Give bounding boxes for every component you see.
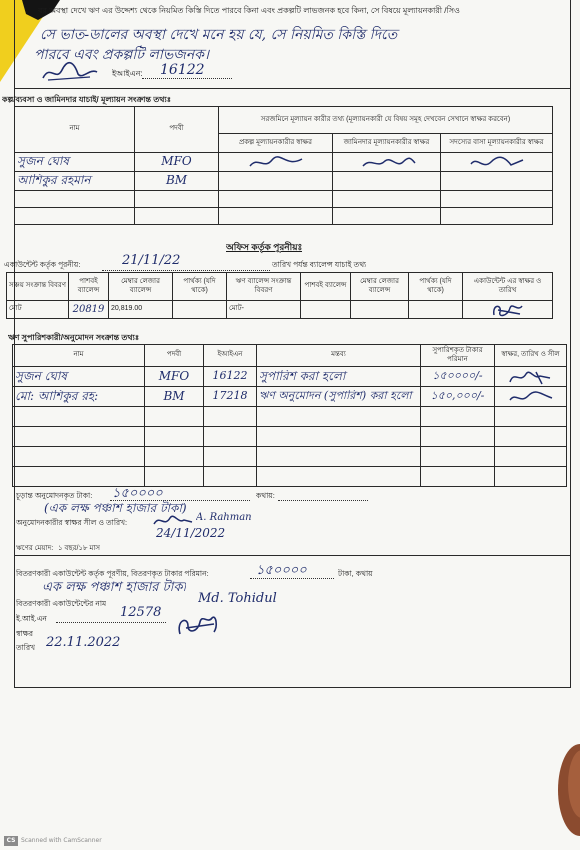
- finger-shadow: [550, 740, 580, 840]
- approver-date: 24/11/2022: [156, 526, 226, 540]
- recommender-signature: [506, 368, 556, 386]
- col-project-signature: প্রকল্প মূল্যায়নকারীর স্বাক্ষর: [219, 134, 333, 153]
- balance-date-suffix: তারিখ পর্যন্ত ব্যালেন্স যাচাই তথ্য: [272, 260, 367, 269]
- camscanner-logo: CS: [4, 836, 18, 846]
- in-words-dotted-line: [278, 500, 368, 501]
- guarantor-assessor-signature: [357, 154, 417, 171]
- balance-date: 21/11/22: [122, 253, 181, 268]
- disbursed-amount-in-words: এক লক্ষ পঞ্চাশ হাজার টাকা: [42, 580, 187, 595]
- table-row: [13, 407, 567, 427]
- assessor-designation: BM: [165, 174, 188, 188]
- intro-printed-text: বর অবস্থা দেখে ঋণ এর উদ্দেশ্য থেকে নিয়মিত কিস্তি দিতে পারবে কিনা এবং প্রকল্পটি লাভজনক হবে কিনা, সে বিষয়ে মূল্যায়নকারী /সিও: [38, 6, 460, 15]
- col-recommended-amount: সুপারিশকৃত টাকার পরিমান: [421, 345, 495, 367]
- table-row: [15, 172, 553, 191]
- recommender-ein: 17218: [212, 390, 248, 403]
- accountant-ein: 12578: [120, 605, 162, 620]
- assessor-designation: MFO: [161, 155, 192, 169]
- home-assessor-signature: [467, 154, 527, 171]
- savings-total-label: মোট: [7, 301, 69, 319]
- col-field-assessment: সরজমিনে মূল্যায়ন কারীর তথ্য (মূল্যায়নকারী যে বিষয় সমূহ দেখবেন সেখানে স্বাক্ষর করবেন): [219, 107, 553, 134]
- col-comment: মন্তব্য: [257, 345, 421, 367]
- col-savings-desc: সঞ্চয় সংক্রান্ত বিবরণ: [7, 273, 69, 301]
- col-name: নাম: [15, 107, 135, 153]
- col-home-signature: সদস্যের বাসা মূল্যায়নকারীর স্বাক্ষর: [441, 134, 553, 153]
- camscanner-watermark: Scanned with CamScanner: [21, 837, 102, 844]
- recommender-designation: MFO: [158, 369, 190, 383]
- approver-table-signature: [506, 388, 556, 406]
- approver-name: A. Rahman: [196, 512, 252, 523]
- final-approved-label: চূড়ান্ত অনুমোদনকৃত টাকা:: [16, 491, 93, 500]
- recommender-name: সুজন ঘোষ: [15, 369, 68, 383]
- ein-label: ইআইএন:: [112, 69, 143, 78]
- recommender-ein: 16122: [212, 370, 248, 383]
- recommendation-table: [12, 344, 567, 487]
- ein-value: 16122: [160, 62, 205, 78]
- disbursement-date-label: তারিখ: [16, 643, 35, 652]
- recommender-comment: ঋণ অনুমোদন (সুপারিশ) করা হলো: [259, 390, 412, 403]
- table-row: [13, 427, 567, 447]
- col-loan-passbook: পাশবই ব্যালেন্স: [301, 273, 351, 301]
- table-row: [13, 387, 567, 407]
- loan-tenure-label: ঋণের মেয়াদ:: [16, 545, 54, 552]
- disbursement-date: 22.11.2022: [46, 635, 121, 650]
- in-words-label: কথায়:: [256, 491, 275, 500]
- assessment-table: [14, 106, 553, 225]
- disbursing-accountant-signature: [174, 612, 222, 640]
- accountant-ein-label: ই.আই.এন: [16, 614, 47, 623]
- recommended-amount: ১৫০০০০/-: [432, 370, 483, 383]
- assessor-comment-line2: পারবে এবং প্রকল্পটি লাভজনক।: [34, 47, 209, 63]
- accountant-ein-dotted-line: [56, 622, 166, 623]
- col-name: নাম: [13, 345, 145, 367]
- ein-dotted-line: [142, 78, 232, 79]
- col-guarantor-signature: জামিনদার মূল্যায়নকারীর স্বাক্ষর: [333, 134, 441, 153]
- accountant-signature-label: স্বাক্ষর: [16, 629, 33, 638]
- project-assessor-signature: [246, 154, 306, 171]
- final-amount-in-words: (এক লক্ষ পঞ্চাশ হাজার টাকা): [44, 501, 187, 515]
- col-loan-ledger: মেম্বার লেজার ব্যালেন্স: [351, 273, 409, 301]
- approver-label: অনুমোদনকারীর স্বাক্ষর সীল ও তারিখ:: [16, 518, 128, 527]
- recommender-comment: সুপারিশ করা হলো: [259, 369, 346, 383]
- col-signature-date-seal: স্বাক্ষর, তারিখ ও সীল: [495, 345, 567, 367]
- disbursement-label: বিতরণকারী একাউন্টেন্ট কর্তৃক পূরণীয়, বিতরণকৃত টাকার পরিমান:: [16, 569, 209, 578]
- assessor-name: আশিকুর রহমান: [17, 174, 91, 188]
- balance-check-table: [6, 272, 553, 319]
- accountant-signature: [488, 302, 528, 318]
- divider: [14, 88, 571, 89]
- table-row: [13, 367, 567, 387]
- recommender-designation: BM: [163, 389, 185, 403]
- table-row: [13, 467, 567, 487]
- recommended-amount: ১৫০,০০০/-: [430, 390, 485, 403]
- loan-total-label: মোট-: [227, 301, 301, 319]
- savings-passbook-balance: 20819: [72, 303, 105, 315]
- assessor-comment-line1: সে ভাত-ডালের অবস্থা দেখে মনে হয় যে, সে নিয়মিত কিস্তি দিতে: [40, 27, 398, 43]
- accountant-label: একাউন্টেন্ট কর্তৃক পূরনীয়:: [4, 260, 81, 269]
- col-loan-desc: ঋণ ব্যালেন্স সংক্রান্ত বিবরণ: [227, 273, 301, 301]
- accountant-name: Md. Tohidul: [198, 591, 277, 606]
- assessor-signature: [40, 60, 100, 84]
- assessment-heading: কল্প/ব্যবসা ও জামিনদার যাচাই/ মূল্যায়ন সংক্রান্ত তথ্যঃ: [2, 95, 171, 104]
- disbursed-amount: ১৫০০০০: [256, 563, 307, 578]
- accountant-name-label: বিতরণকারী একাউন্টেন্টের নাম: [16, 599, 107, 608]
- taka-in-words-label: টাকা, কথায়: [338, 569, 373, 578]
- table-row: [13, 447, 567, 467]
- col-savings-ledger: মেম্বার লেজার ব্যালেন্স: [109, 273, 173, 301]
- loan-tenure-value: ১ বছর/১৮ মাস: [58, 545, 100, 552]
- office-heading: অফিস কর্তৃক পূরনীয়ঃ: [226, 242, 303, 252]
- col-ein: ইআইএন: [204, 345, 257, 367]
- table-row: [15, 153, 553, 172]
- col-accountant-signature: একাউন্টেন্ট এর স্বাক্ষর ও তারিখ: [463, 273, 553, 301]
- col-savings-passbook: পাশবই ব্যালেন্স: [69, 273, 109, 301]
- col-loan-diff: পার্থক্য (যদি থাকে): [409, 273, 463, 301]
- assessor-name: সুজন ঘোষ: [17, 155, 70, 169]
- recommendation-heading: ঋণ সুপারিশকারী/অনুমোদন সংক্রান্ত তথ্যঃ: [8, 333, 140, 342]
- divider: [14, 555, 571, 556]
- savings-ledger-balance: 20,819.00: [109, 301, 173, 319]
- balance-date-dotted-line: [102, 270, 270, 271]
- table-row: [7, 301, 553, 319]
- col-designation: পদবী: [145, 345, 204, 367]
- col-savings-diff: পার্থক্য (যদি থাকে): [173, 273, 227, 301]
- final-approved-amount: ১৫০০০০: [112, 486, 163, 501]
- table-row: [15, 208, 553, 225]
- col-designation: পদবী: [135, 107, 219, 153]
- table-row: [15, 191, 553, 208]
- recommender-name: মো: আশিকুর রহ:: [15, 389, 99, 403]
